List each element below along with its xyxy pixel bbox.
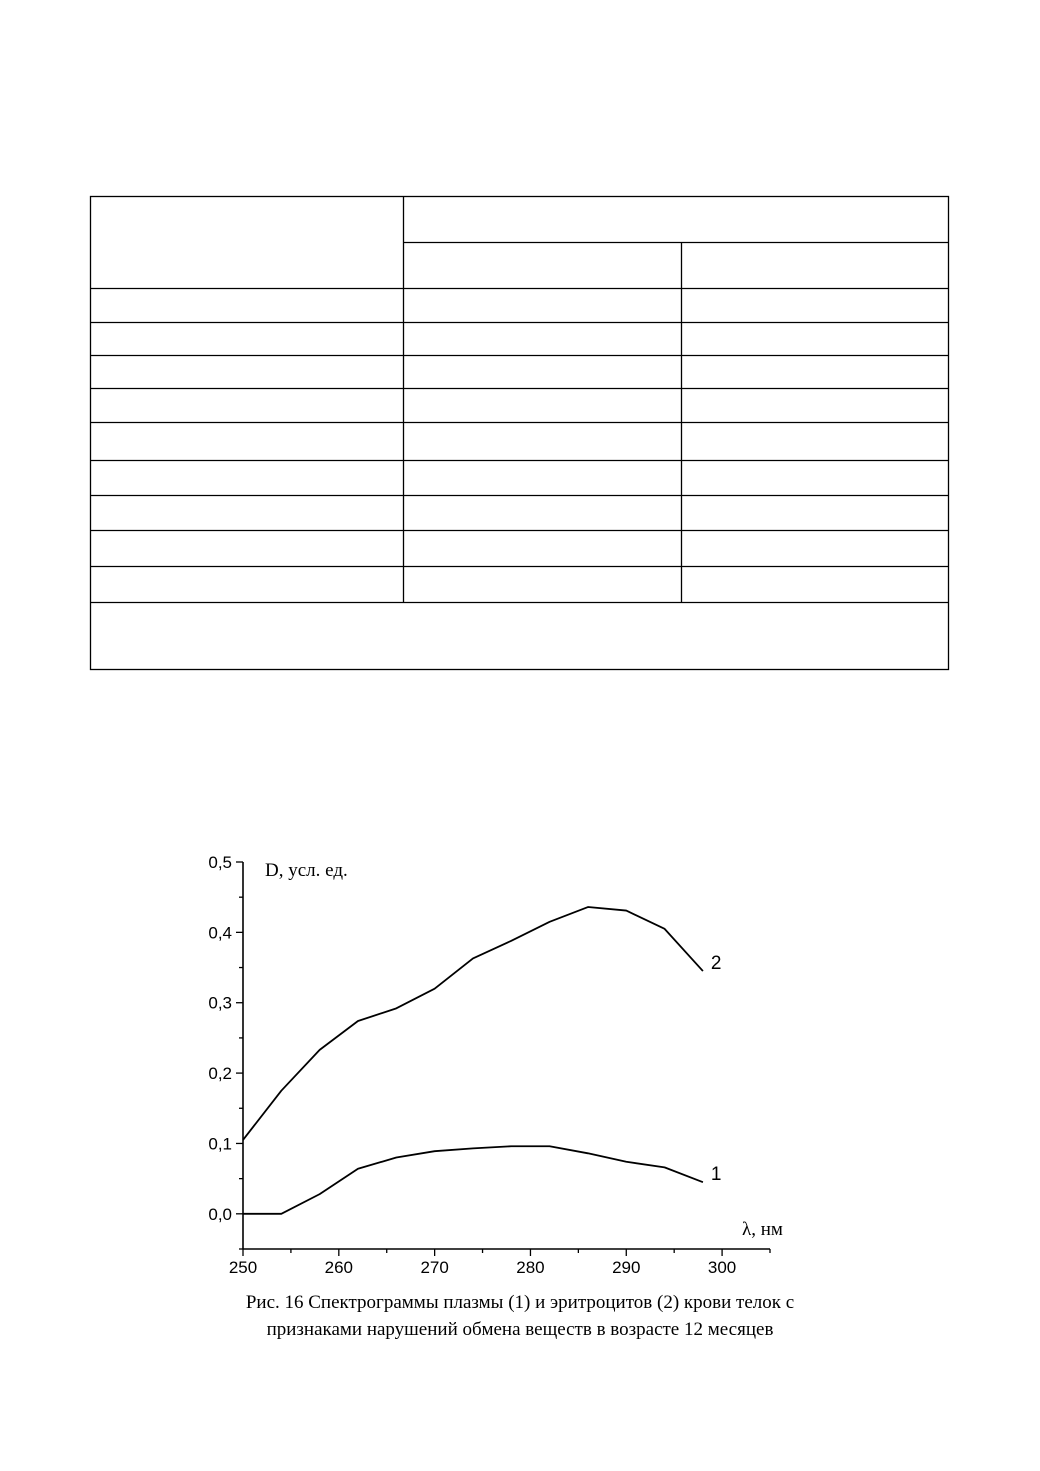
y-axis-title: D, усл. ед. bbox=[265, 860, 348, 881]
x-tick-label: 270 bbox=[420, 1258, 449, 1277]
caption-line-1: Рис. 16 Спектрограммы плазмы (1) и эритроцитов (2) крови телок с bbox=[245, 1292, 795, 1313]
x-tick-label: 260 bbox=[324, 1258, 354, 1277]
y-tick-label: 0,3 bbox=[208, 993, 232, 1013]
series-1-label: 1 bbox=[710, 1164, 722, 1186]
caption-line-2: признаками нарушений обмена веществ в возрасте 12 месяцев bbox=[266, 1319, 774, 1340]
x-tick-label: 290 bbox=[612, 1258, 641, 1277]
x-tick-label: 280 bbox=[516, 1258, 545, 1277]
x-tick-label: 250 bbox=[228, 1258, 258, 1277]
y-tick-label: 0,4 bbox=[208, 923, 232, 943]
figure-caption bbox=[150, 1289, 890, 1343]
y-tick-label: 0,1 bbox=[208, 1134, 232, 1154]
y-tick-label: 0,2 bbox=[208, 1064, 232, 1084]
x-tick-label: 300 bbox=[707, 1258, 737, 1277]
series-2-label: 2 bbox=[710, 953, 722, 975]
series-1-line bbox=[243, 1146, 703, 1214]
y-tick-label: 0,5 bbox=[208, 853, 232, 872]
y-tick-label: 0,0 bbox=[208, 1204, 232, 1224]
x-axis-title: λ, нм bbox=[742, 1219, 783, 1240]
series-2-line bbox=[243, 907, 703, 1140]
